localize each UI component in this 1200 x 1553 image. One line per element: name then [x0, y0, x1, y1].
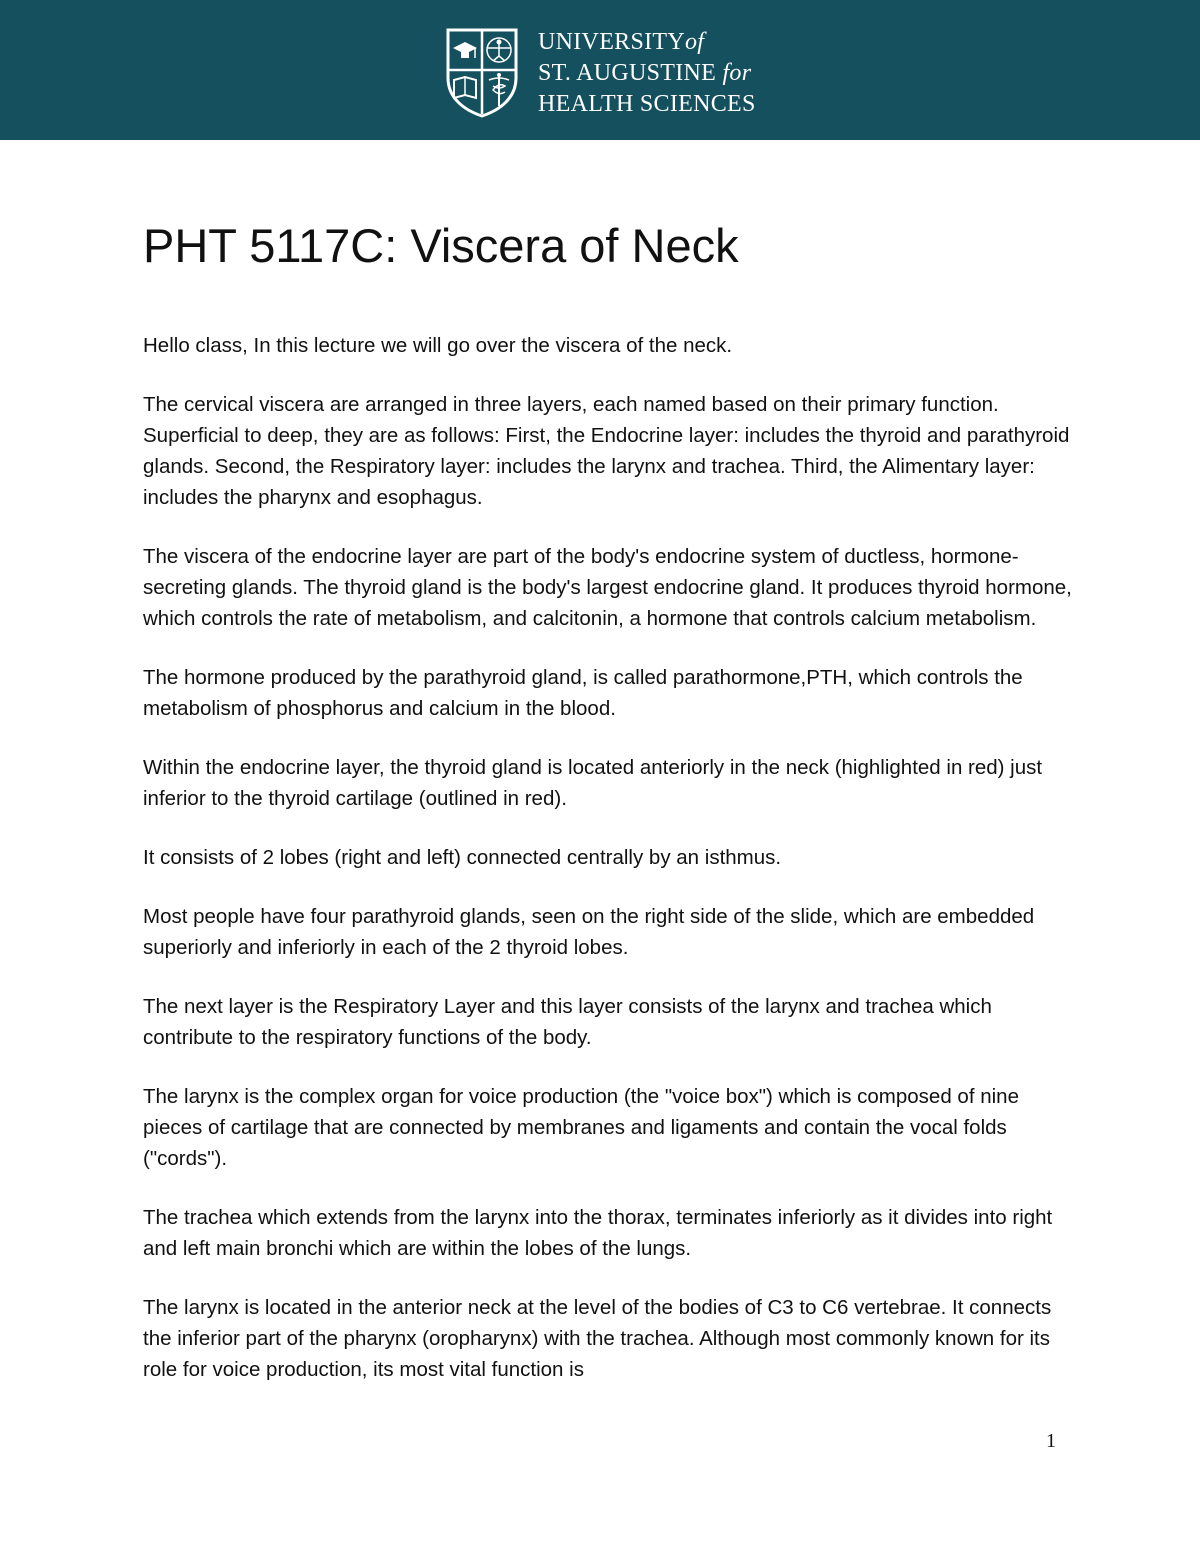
- paragraph-endocrine: The viscera of the endocrine layer are part of the body's endocrine system of ductless, hormone-secreting glands. The thyroid gland is the body's largest endocrine gland. It produces thyroid hormone, which controls the rate of metabolism, and calcitonin, a hormone that controls calcium metabolism.: [143, 545, 1072, 630]
- paragraph-parathormone: The hormone produced by the parathyroid gland, is called parathormone,PTH, which controls the metabolism of phosphorus and calcium in the blood.: [143, 666, 1023, 720]
- paragraph-thyroid-lobes: It consists of 2 lobes (right and left) connected centrally by an isthmus.: [143, 846, 782, 869]
- wordmark-line-1: UNIVERSITYof: [538, 28, 705, 55]
- paragraph-respiratory-layer: The next layer is the Respiratory Layer and this layer consists of the larynx and trachea which contribute to the respiratory functions of the body.: [143, 995, 992, 1049]
- wordmark-line-3: HEALTH SCIENCES: [538, 90, 756, 117]
- paragraph-thyroid-location: Within the endocrine layer, the thyroid gland is located anteriorly in the neck (highlighted in red) just inferior to the thyroid cartilage (outlined in red).: [143, 756, 1043, 810]
- wordmark-line-2: ST. AUGUSTINE for: [538, 59, 752, 86]
- header-banner: [0, 0, 1200, 140]
- paragraph-intro: Hello class, In this lecture we will go over the viscera of the neck.: [143, 334, 733, 357]
- document-body: [143, 330, 1073, 1413]
- page-number: 1: [1046, 1430, 1056, 1452]
- paragraph-parathyroid-glands: Most people have four parathyroid glands, seen on the right side of the slide, which are embedded superiorly and inferiorly in each of the 2 thyroid lobes.: [143, 905, 1035, 959]
- university-shield-icon: [444, 26, 520, 120]
- university-logo: [444, 26, 756, 120]
- paragraph-larynx-location: The larynx is located in the anterior neck at the level of the bodies of C3 to C6 vertebrae. It connects the inferior part of the pharynx (oropharynx) with the trachea. Although most commonly known for its role for voice production, its most vital function is: [143, 1296, 1052, 1381]
- paragraph-layers: The cervical viscera are arranged in three layers, each named based on their primary function. Superficial to deep, they are as follows: First, the Endocrine layer: includes the thyroid and parathyroid glands. Second, the Respiratory layer: includes the larynx and trachea. Third, the Alimentary layer: includes the pharynx and esophagus.: [143, 393, 1070, 509]
- paragraph-trachea: The trachea which extends from the larynx into the thorax, terminates inferiorly as it divides into right and left main bronchi which are within the lobes of the lungs.: [143, 1206, 1053, 1260]
- paragraph-larynx: The larynx is the complex organ for voice production (the "voice box") which is composed of nine pieces of cartilage that are connected by membranes and ligaments and contain the vocal folds ("cords").: [143, 1085, 1019, 1170]
- document-title: PHT 5117C: Viscera of Neck: [143, 219, 739, 272]
- university-wordmark: [538, 27, 756, 120]
